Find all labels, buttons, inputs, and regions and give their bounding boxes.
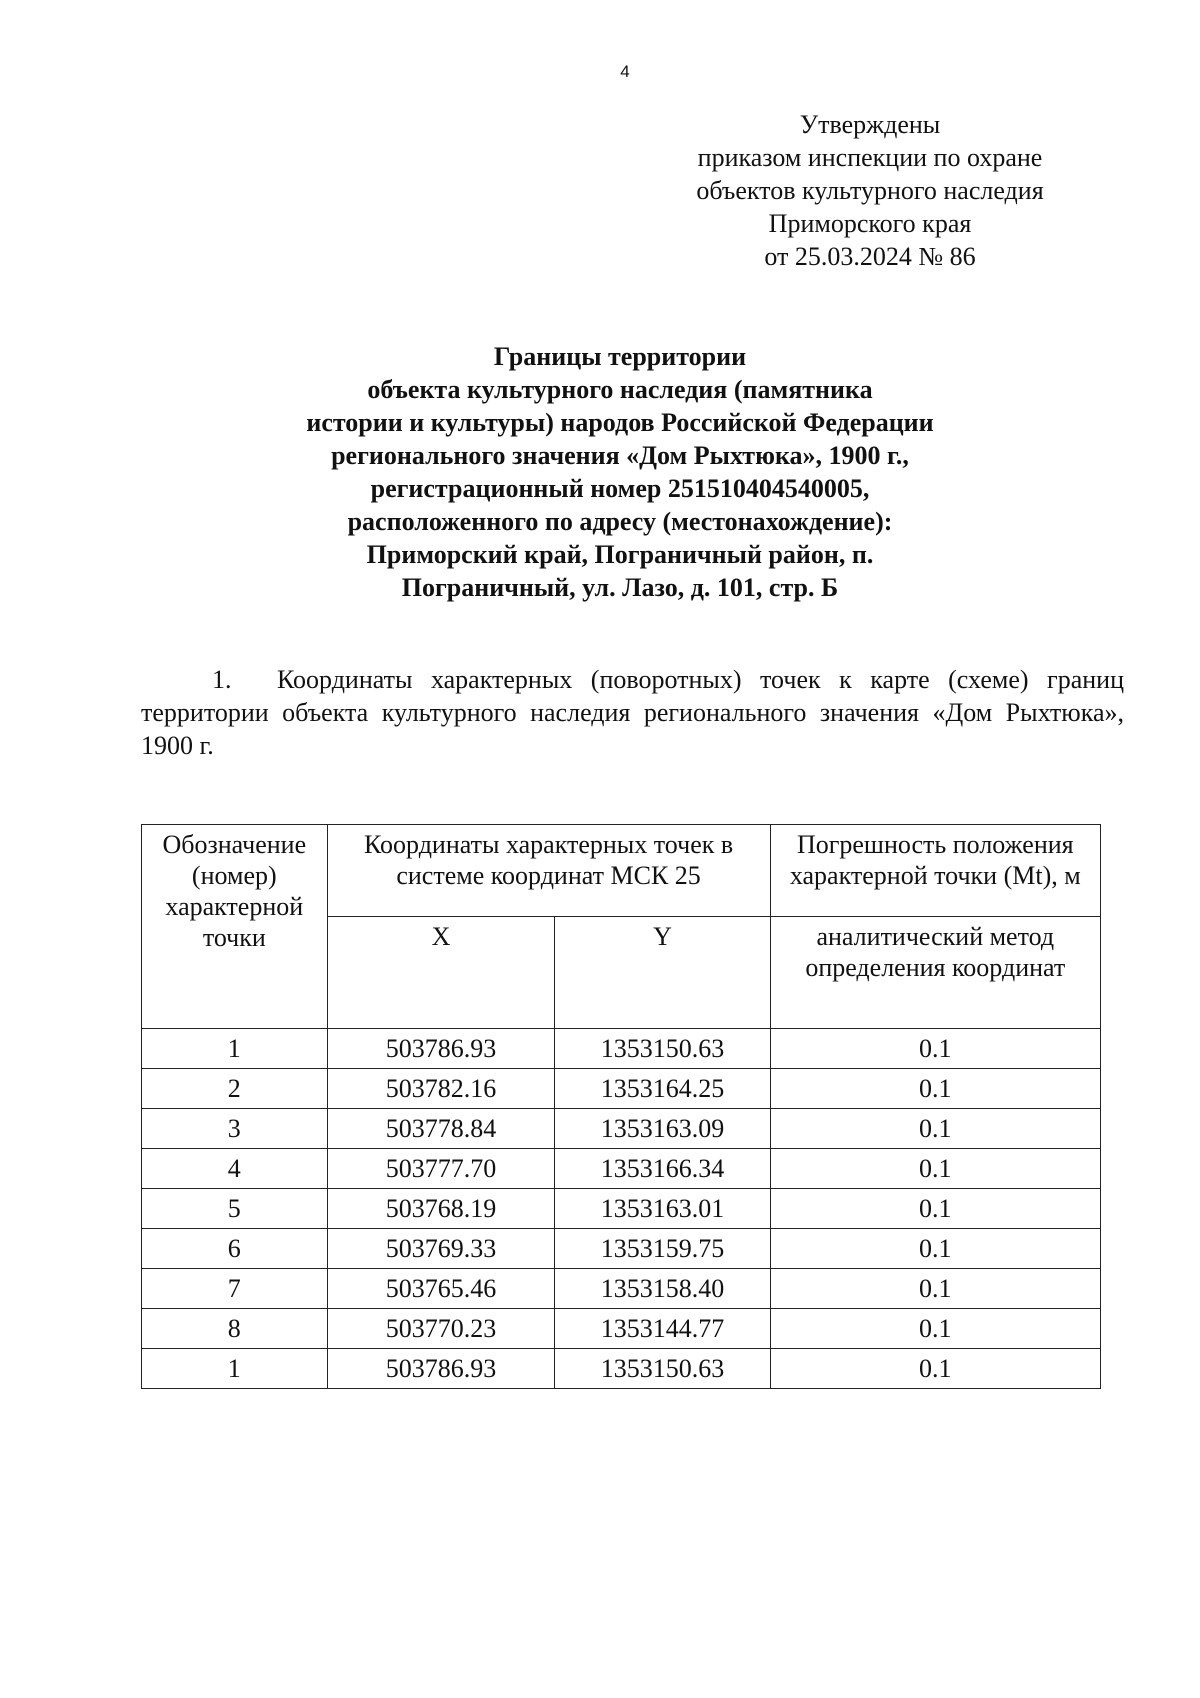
cell-x: 503765.46 [327, 1269, 555, 1309]
cell-x: 503769.33 [327, 1229, 555, 1269]
approval-line: Утверждены [799, 110, 941, 139]
cell-x: 503778.84 [327, 1109, 555, 1149]
table-row [142, 1309, 1101, 1349]
cell-point: 4 [142, 1149, 328, 1189]
cell-y: 1353164.25 [555, 1069, 770, 1109]
cell-x: 503786.93 [327, 1349, 555, 1389]
approval-line: Приморского края [768, 209, 972, 238]
cell-x: 503770.23 [327, 1309, 555, 1349]
section-paragraph [141, 663, 1124, 762]
header-x: X [327, 917, 555, 1029]
title-line: Границы территории [493, 342, 747, 371]
cell-mt: 0.1 [770, 1309, 1100, 1349]
paragraph-number: 1. [212, 665, 232, 694]
table-row [142, 1109, 1101, 1149]
cell-y: 1353150.63 [555, 1349, 770, 1389]
header-accuracy: Погрешность положения характерной точки (Mt), м [770, 825, 1100, 917]
title-line: объекта культурного наследия (памятника [367, 375, 873, 404]
title-line: Пограничный, ул. Лазо, д. 101, стр. Б [401, 573, 839, 602]
cell-y: 1353159.75 [555, 1229, 770, 1269]
cell-point: 1 [142, 1029, 328, 1069]
cell-y: 1353166.34 [555, 1149, 770, 1189]
cell-mt: 0.1 [770, 1189, 1100, 1229]
approval-block [640, 108, 1100, 273]
cell-point: 7 [142, 1269, 328, 1309]
cell-mt: 0.1 [770, 1269, 1100, 1309]
header-point-designation: Обозначение (номер) характерной точки [142, 825, 328, 1029]
cell-x: 503786.93 [327, 1029, 555, 1069]
cell-mt: 0.1 [770, 1229, 1100, 1269]
page-number: 4 [620, 62, 630, 81]
cell-mt: 0.1 [770, 1149, 1100, 1189]
cell-point: 8 [142, 1309, 328, 1349]
paragraph-text: Координаты характерных (поворотных) точек к карте (схеме) границ территории объекта культурного наследия регионального значения «Дом Рыхтюка», 1900 г. [141, 665, 1124, 760]
cell-point: 6 [142, 1229, 328, 1269]
table-row [142, 1149, 1101, 1189]
table-row [142, 1229, 1101, 1269]
cell-x: 503768.19 [327, 1189, 555, 1229]
document-title [140, 340, 1100, 604]
title-line: регистрационный номер 251510404540005, [370, 474, 870, 503]
header-coordinates: Координаты характерных точек в системе координат МСК 25 [327, 825, 770, 917]
cell-mt: 0.1 [770, 1069, 1100, 1109]
cell-x: 503782.16 [327, 1069, 555, 1109]
table-row [142, 1069, 1101, 1109]
title-line: Приморский край, Пограничный район, п. [366, 540, 874, 569]
cell-y: 1353144.77 [555, 1309, 770, 1349]
approval-line: от 25.03.2024 № 86 [764, 242, 976, 271]
cell-mt: 0.1 [770, 1029, 1100, 1069]
cell-point: 5 [142, 1189, 328, 1229]
cell-point: 3 [142, 1109, 328, 1149]
title-line: расположенного по адресу (местонахождение): [347, 507, 893, 536]
table-row [142, 1189, 1101, 1229]
cell-y: 1353163.09 [555, 1109, 770, 1149]
table-row [142, 1029, 1101, 1069]
cell-point: 2 [142, 1069, 328, 1109]
cell-y: 1353150.63 [555, 1029, 770, 1069]
coordinates-table [141, 824, 1101, 1389]
table-row [142, 1349, 1101, 1389]
cell-y: 1353163.01 [555, 1189, 770, 1229]
title-line: истории и культуры) народов Российской Федерации [306, 408, 934, 437]
cell-mt: 0.1 [770, 1349, 1100, 1389]
approval-line: объектов культурного наследия [696, 176, 1044, 205]
table-row [142, 1269, 1101, 1309]
title-line: регионального значения «Дом Рыхтюка», 1900 г., [331, 441, 909, 470]
cell-x: 503777.70 [327, 1149, 555, 1189]
cell-y: 1353158.40 [555, 1269, 770, 1309]
cell-mt: 0.1 [770, 1109, 1100, 1149]
header-method: аналитический метод определения координат [770, 917, 1100, 1029]
approval-line: приказом инспекции по охране [697, 143, 1043, 172]
cell-point: 1 [142, 1349, 328, 1389]
header-y: Y [555, 917, 770, 1029]
